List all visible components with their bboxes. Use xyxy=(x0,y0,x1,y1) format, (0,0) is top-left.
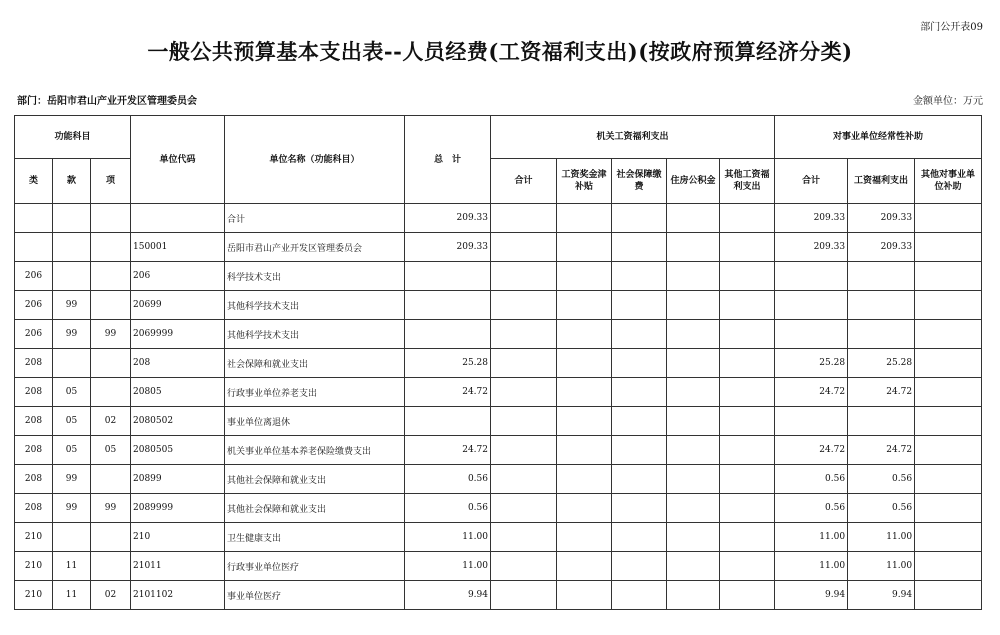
header-func-subject: 功能科目 xyxy=(15,116,131,159)
table-row xyxy=(15,523,982,552)
header-org-housing: 住房公积金 xyxy=(667,159,720,204)
cell-pub-other xyxy=(915,204,982,233)
cell-org-housing xyxy=(667,523,720,552)
cell-pub-welfare xyxy=(848,262,915,291)
cell-kuan xyxy=(53,204,91,233)
header-org-social: 社会保障缴费 xyxy=(612,159,667,204)
cell-org-total xyxy=(491,291,557,320)
cell-lei: 208 xyxy=(15,349,53,378)
cell-unit-code: 210 xyxy=(131,523,225,552)
table-row xyxy=(15,320,982,349)
cell-unit-code: 2080505 xyxy=(131,436,225,465)
cell-xiang: 99 xyxy=(91,320,131,349)
header-org-total: 合计 xyxy=(491,159,557,204)
cell-org-allowance xyxy=(557,349,612,378)
cell-kuan xyxy=(53,233,91,262)
cell-org-social xyxy=(612,436,667,465)
cell-pub-welfare: 25.28 xyxy=(848,349,915,378)
cell-unit-name: 行政事业单位养老支出 xyxy=(225,378,405,407)
cell-pub-welfare: 209.33 xyxy=(848,233,915,262)
cell-org-social xyxy=(612,407,667,436)
cell-org-social xyxy=(612,320,667,349)
cell-org-other xyxy=(720,349,775,378)
cell-unit-name: 行政事业单位医疗 xyxy=(225,552,405,581)
cell-pub-other xyxy=(915,523,982,552)
header-org-allowance: 工资奖金津补贴 xyxy=(557,159,612,204)
cell-pub-other xyxy=(915,349,982,378)
cell-lei xyxy=(15,204,53,233)
cell-org-other xyxy=(720,436,775,465)
cell-pub-total: 25.28 xyxy=(775,349,848,378)
cell-total: 209.33 xyxy=(405,204,491,233)
cell-total xyxy=(405,291,491,320)
cell-org-total xyxy=(491,465,557,494)
cell-kuan xyxy=(53,349,91,378)
cell-total: 24.72 xyxy=(405,378,491,407)
cell-org-social xyxy=(612,291,667,320)
cell-unit-name: 其他社会保障和就业支出 xyxy=(225,465,405,494)
cell-org-allowance xyxy=(557,465,612,494)
cell-pub-total: 0.56 xyxy=(775,494,848,523)
cell-org-total xyxy=(491,494,557,523)
table-row xyxy=(15,436,982,465)
cell-lei: 208 xyxy=(15,436,53,465)
cell-xiang xyxy=(91,552,131,581)
table-row xyxy=(15,581,982,610)
cell-org-total xyxy=(491,349,557,378)
cell-xiang xyxy=(91,349,131,378)
cell-unit-name: 其他社会保障和就业支出 xyxy=(225,494,405,523)
cell-org-allowance xyxy=(557,494,612,523)
cell-org-allowance xyxy=(557,436,612,465)
cell-kuan: 11 xyxy=(53,581,91,610)
cell-pub-total xyxy=(775,407,848,436)
cell-org-other xyxy=(720,523,775,552)
cell-org-allowance xyxy=(557,407,612,436)
cell-pub-total: 0.56 xyxy=(775,465,848,494)
header-org-other: 其他工资福利支出 xyxy=(720,159,775,204)
cell-pub-other xyxy=(915,233,982,262)
cell-xiang xyxy=(91,523,131,552)
cell-lei: 206 xyxy=(15,291,53,320)
cell-org-allowance xyxy=(557,552,612,581)
cell-unit-code: 2101102 xyxy=(131,581,225,610)
page-title: 一般公共预算基本支出表--人员经费(工资福利支出)(按政府预算经济分类) xyxy=(147,39,853,64)
cell-unit-name: 科学技术支出 xyxy=(225,262,405,291)
cell-org-housing xyxy=(667,204,720,233)
cell-total xyxy=(405,262,491,291)
cell-org-allowance xyxy=(557,523,612,552)
cell-total: 9.94 xyxy=(405,581,491,610)
header-org-wage-group: 机关工资福利支出 xyxy=(491,116,775,159)
cell-total: 25.28 xyxy=(405,349,491,378)
cell-org-total xyxy=(491,320,557,349)
header-pub-total: 合计 xyxy=(775,159,848,204)
header-xiang: 项 xyxy=(91,159,131,204)
cell-unit-code: 208 xyxy=(131,349,225,378)
cell-org-allowance xyxy=(557,581,612,610)
cell-lei: 206 xyxy=(15,262,53,291)
cell-org-total xyxy=(491,552,557,581)
cell-kuan: 99 xyxy=(53,320,91,349)
cell-kuan xyxy=(53,262,91,291)
cell-pub-welfare: 0.56 xyxy=(848,494,915,523)
cell-unit-code: 20805 xyxy=(131,378,225,407)
cell-xiang xyxy=(91,233,131,262)
cell-org-social xyxy=(612,378,667,407)
cell-org-social xyxy=(612,465,667,494)
cell-unit-name: 合计 xyxy=(225,204,405,233)
header-kuan: 款 xyxy=(53,159,91,204)
cell-total: 0.56 xyxy=(405,465,491,494)
cell-org-total xyxy=(491,204,557,233)
cell-pub-other xyxy=(915,552,982,581)
cell-org-total xyxy=(491,233,557,262)
cell-unit-code: 21011 xyxy=(131,552,225,581)
cell-org-housing xyxy=(667,407,720,436)
table-number-label: 部门公开表09 xyxy=(920,22,983,33)
table-row xyxy=(15,291,982,320)
cell-pub-total: 11.00 xyxy=(775,523,848,552)
cell-org-allowance xyxy=(557,262,612,291)
table-row xyxy=(15,407,982,436)
budget-table xyxy=(14,115,982,610)
cell-pub-welfare: 11.00 xyxy=(848,523,915,552)
cell-org-housing xyxy=(667,320,720,349)
cell-kuan: 99 xyxy=(53,494,91,523)
cell-total: 209.33 xyxy=(405,233,491,262)
cell-xiang xyxy=(91,378,131,407)
cell-total: 0.56 xyxy=(405,494,491,523)
cell-lei: 210 xyxy=(15,523,53,552)
cell-pub-welfare xyxy=(848,291,915,320)
header-pub-welfare: 工资福利支出 xyxy=(848,159,915,204)
cell-kuan: 99 xyxy=(53,291,91,320)
cell-org-allowance xyxy=(557,291,612,320)
cell-pub-welfare xyxy=(848,407,915,436)
header-total: 总 计 xyxy=(405,116,491,204)
table-row xyxy=(15,349,982,378)
cell-xiang xyxy=(91,465,131,494)
department-label: 部门：岳阳市君山产业开发区管理委员会 xyxy=(17,96,197,107)
cell-org-housing xyxy=(667,291,720,320)
table-row xyxy=(15,465,982,494)
cell-org-housing xyxy=(667,233,720,262)
cell-unit-name: 其他科学技术支出 xyxy=(225,320,405,349)
cell-lei: 208 xyxy=(15,378,53,407)
cell-org-allowance xyxy=(557,320,612,349)
cell-xiang: 02 xyxy=(91,581,131,610)
cell-pub-other xyxy=(915,378,982,407)
cell-org-social xyxy=(612,349,667,378)
header-public-subsidy-group: 对事业单位经常性补助 xyxy=(775,116,982,159)
header-pub-other: 其他对事业单位补助 xyxy=(915,159,982,204)
cell-pub-other xyxy=(915,436,982,465)
cell-xiang: 05 xyxy=(91,436,131,465)
cell-unit-code: 2089999 xyxy=(131,494,225,523)
cell-org-allowance xyxy=(557,378,612,407)
cell-unit-name: 卫生健康支出 xyxy=(225,523,405,552)
cell-pub-welfare: 209.33 xyxy=(848,204,915,233)
cell-lei: 208 xyxy=(15,465,53,494)
cell-org-other xyxy=(720,494,775,523)
cell-xiang: 99 xyxy=(91,494,131,523)
cell-org-allowance xyxy=(557,233,612,262)
cell-unit-name: 事业单位离退休 xyxy=(225,407,405,436)
cell-org-housing xyxy=(667,581,720,610)
cell-xiang xyxy=(91,204,131,233)
cell-org-allowance xyxy=(557,204,612,233)
cell-org-other xyxy=(720,233,775,262)
cell-pub-welfare: 9.94 xyxy=(848,581,915,610)
cell-org-housing xyxy=(667,465,720,494)
cell-total: 24.72 xyxy=(405,436,491,465)
cell-org-total xyxy=(491,262,557,291)
cell-unit-name: 岳阳市君山产业开发区管理委员会 xyxy=(225,233,405,262)
cell-org-housing xyxy=(667,552,720,581)
header-unit-code: 单位代码 xyxy=(131,116,225,204)
cell-pub-total: 209.33 xyxy=(775,204,848,233)
cell-org-total xyxy=(491,436,557,465)
cell-kuan: 05 xyxy=(53,407,91,436)
cell-unit-code: 2080502 xyxy=(131,407,225,436)
cell-org-other xyxy=(720,552,775,581)
cell-xiang: 02 xyxy=(91,407,131,436)
cell-pub-welfare: 24.72 xyxy=(848,378,915,407)
cell-org-other xyxy=(720,378,775,407)
cell-lei: 208 xyxy=(15,407,53,436)
cell-unit-code: 206 xyxy=(131,262,225,291)
cell-unit-name: 其他科学技术支出 xyxy=(225,291,405,320)
cell-unit-name: 社会保障和就业支出 xyxy=(225,349,405,378)
cell-org-social xyxy=(612,233,667,262)
cell-org-other xyxy=(720,320,775,349)
cell-unit-code: 20899 xyxy=(131,465,225,494)
cell-xiang xyxy=(91,262,131,291)
cell-pub-other xyxy=(915,320,982,349)
table-row xyxy=(15,552,982,581)
cell-org-other xyxy=(720,581,775,610)
cell-unit-code: 2069999 xyxy=(131,320,225,349)
cell-org-housing xyxy=(667,378,720,407)
table-row xyxy=(15,204,982,233)
cell-org-housing xyxy=(667,262,720,291)
cell-pub-total xyxy=(775,291,848,320)
table-row xyxy=(15,262,982,291)
cell-org-housing xyxy=(667,494,720,523)
cell-pub-other xyxy=(915,407,982,436)
cell-pub-total: 24.72 xyxy=(775,436,848,465)
cell-org-social xyxy=(612,494,667,523)
cell-kuan: 05 xyxy=(53,436,91,465)
cell-pub-welfare: 11.00 xyxy=(848,552,915,581)
cell-total: 11.00 xyxy=(405,523,491,552)
cell-pub-welfare: 24.72 xyxy=(848,436,915,465)
cell-xiang xyxy=(91,291,131,320)
table-row xyxy=(15,378,982,407)
cell-org-social xyxy=(612,204,667,233)
cell-pub-welfare: 0.56 xyxy=(848,465,915,494)
cell-lei xyxy=(15,233,53,262)
cell-org-social xyxy=(612,552,667,581)
cell-org-total xyxy=(491,523,557,552)
cell-org-other xyxy=(720,204,775,233)
cell-pub-total: 9.94 xyxy=(775,581,848,610)
cell-pub-other xyxy=(915,262,982,291)
cell-org-housing xyxy=(667,349,720,378)
cell-lei: 208 xyxy=(15,494,53,523)
cell-org-other xyxy=(720,291,775,320)
cell-unit-code: 150001 xyxy=(131,233,225,262)
cell-kuan: 99 xyxy=(53,465,91,494)
cell-org-social xyxy=(612,523,667,552)
cell-org-total xyxy=(491,407,557,436)
cell-pub-other xyxy=(915,581,982,610)
cell-unit-code xyxy=(131,204,225,233)
cell-org-social xyxy=(612,581,667,610)
cell-org-other xyxy=(720,407,775,436)
cell-org-other xyxy=(720,465,775,494)
cell-org-housing xyxy=(667,436,720,465)
cell-org-total xyxy=(491,581,557,610)
cell-pub-other xyxy=(915,494,982,523)
header-lei: 类 xyxy=(15,159,53,204)
cell-org-other xyxy=(720,262,775,291)
cell-kuan: 11 xyxy=(53,552,91,581)
cell-pub-total xyxy=(775,262,848,291)
cell-org-social xyxy=(612,262,667,291)
table-row xyxy=(15,233,982,262)
cell-lei: 210 xyxy=(15,581,53,610)
cell-kuan xyxy=(53,523,91,552)
cell-unit-name: 事业单位医疗 xyxy=(225,581,405,610)
table-row xyxy=(15,494,982,523)
cell-total xyxy=(405,407,491,436)
header-unit-name: 单位名称（功能科目） xyxy=(225,116,405,204)
cell-pub-other xyxy=(915,291,982,320)
cell-unit-name: 机关事业单位基本养老保险缴费支出 xyxy=(225,436,405,465)
cell-lei: 210 xyxy=(15,552,53,581)
cell-pub-welfare xyxy=(848,320,915,349)
cell-pub-other xyxy=(915,465,982,494)
cell-kuan: 05 xyxy=(53,378,91,407)
cell-pub-total: 11.00 xyxy=(775,552,848,581)
cell-pub-total: 209.33 xyxy=(775,233,848,262)
cell-total: 11.00 xyxy=(405,552,491,581)
cell-total xyxy=(405,320,491,349)
cell-org-total xyxy=(491,378,557,407)
cell-pub-total: 24.72 xyxy=(775,378,848,407)
cell-unit-code: 20699 xyxy=(131,291,225,320)
amount-unit-label: 金额单位：万元 xyxy=(913,96,983,107)
cell-pub-total xyxy=(775,320,848,349)
cell-lei: 206 xyxy=(15,320,53,349)
